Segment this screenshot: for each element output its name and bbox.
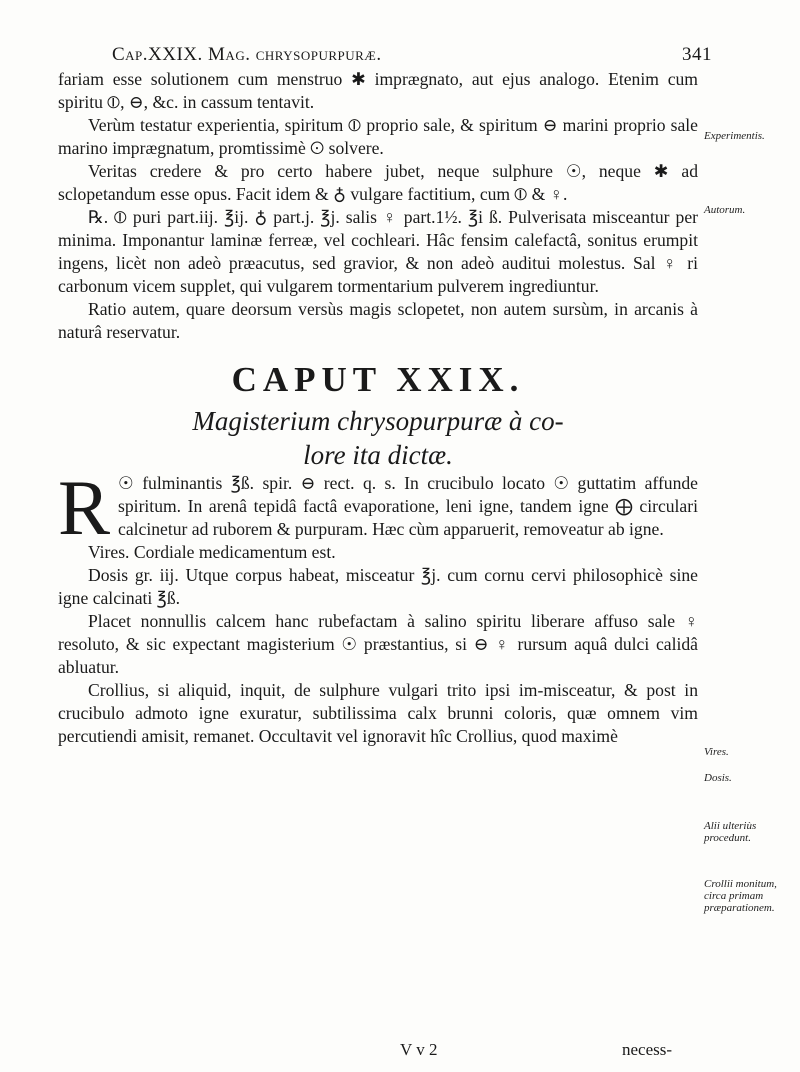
running-title: Cap.XXIX. Mag. chrysopurpuræ.: [112, 44, 382, 65]
margin-note-vires: Vires.: [704, 746, 729, 758]
drop-cap: R: [58, 464, 111, 551]
recipe-text: ☉ fulminantis ℥ß. spir. ⊖ rect. q. s. In crucibulo locato ☉ guttatim affunde spiritum. In arenâ tepidâ factâ evaporatione, leni igne, tandem igne ⨁ circulari calcinetur ad ruborem & purpuram. Hæc cùm apparuerit, removeatur ab igne.: [118, 473, 698, 539]
chapter-subtitle-line1: Magisterium chrysopurpuræ à co-: [192, 406, 564, 436]
catchword: necess-: [622, 1040, 673, 1059]
chapter-subtitle-line2: lore ita dictæ.: [303, 440, 453, 470]
paragraph-ratio: Ratio autem, quare deorsum versùs magis sclopetet, non autem sursùm, in arcanis à naturâ reservatur.: [58, 299, 698, 342]
page-number: 341: [682, 44, 712, 65]
paragraph-crollius: Crollius, si aliquid, inquit, de sulphure vulgari trito ipsi im-misceatur, & post in crucibulo admoto igne exuratur, subtilissima calx brunni coloris, quæ omnem vim percutiendi amisit, remanet. Occultavit vel ignoravit hîc Crollius, quod maximè: [58, 680, 698, 746]
recipe-paragraph: [58, 464, 698, 551]
main-text: [58, 68, 698, 748]
paragraph-placet: Placet nonnullis calcem hanc rubefactam à salino spiritu liberare affuso sale ♀ resoluto, & sic expectant magisterium ☉ præstantius, si ⊖ ♀ rursum aquâ dulci calidâ abluatur.: [58, 611, 698, 677]
margin-note-experimentis: Experimentis.: [704, 130, 765, 142]
margin-note-autorum: Autorum.: [704, 204, 746, 216]
paragraph-1: fariam esse solutionem cum menstruo ✱ imprægnato, aut ejus analogo. Etenim cum spiritu ⦶, ⊖, &c. in cassum tentavit.: [58, 69, 698, 112]
signature-mark: V v 2: [400, 1040, 438, 1059]
margin-note-alii: Alii ulteriùs procedunt.: [704, 820, 757, 844]
chapter-title: CAPUT XXIX.: [231, 360, 525, 399]
paragraph-dosis: Dosis gr. iij. Utque corpus habeat, misceatur ℥j. cum cornu cervi philosophicè sine igne calcinati ℥ß.: [58, 565, 698, 608]
margin-note-dosis: Dosis.: [704, 772, 732, 784]
paragraph-3: Veritas credere & pro certo habere jubet, neque sulphure ☉, neque ✱ ad sclopetandum esse opus. Facit idem & ♁ vulgare factitium, cum ⦶ & ♀.: [58, 161, 698, 204]
running-header: [112, 44, 712, 68]
paragraph-2: Verùm testatur experientia, spiritum ⦶ proprio sale, & spiritum ⊖ marini proprio sale marino imprægnatum, promtissimè ☉ solvere.: [58, 115, 698, 158]
margin-note-crollii: Crollii monitum, circa primam præparationem.: [704, 878, 777, 914]
paragraph-recipe-pulvis: ℞. ⦶ puri part.iij. ℥ij. ♁ part.j. ℥j. salis ♀ part.1½. ℥i ß. Pulverisata misceantur per minima. Imponantur laminæ ferreæ, vel cochleari. Hâc fensim calefactâ, sonitus erumpit ingens, licèt non adeò præacutus, sed gravior, & non adeò auditui molestus. Sal ♀ ri carbonum vicem supplet, qui vulgarem tormentarium pulverem ingrediuntur.: [58, 207, 698, 296]
paragraph-vires: Vires. Cordiale medicamentum est.: [88, 542, 336, 562]
